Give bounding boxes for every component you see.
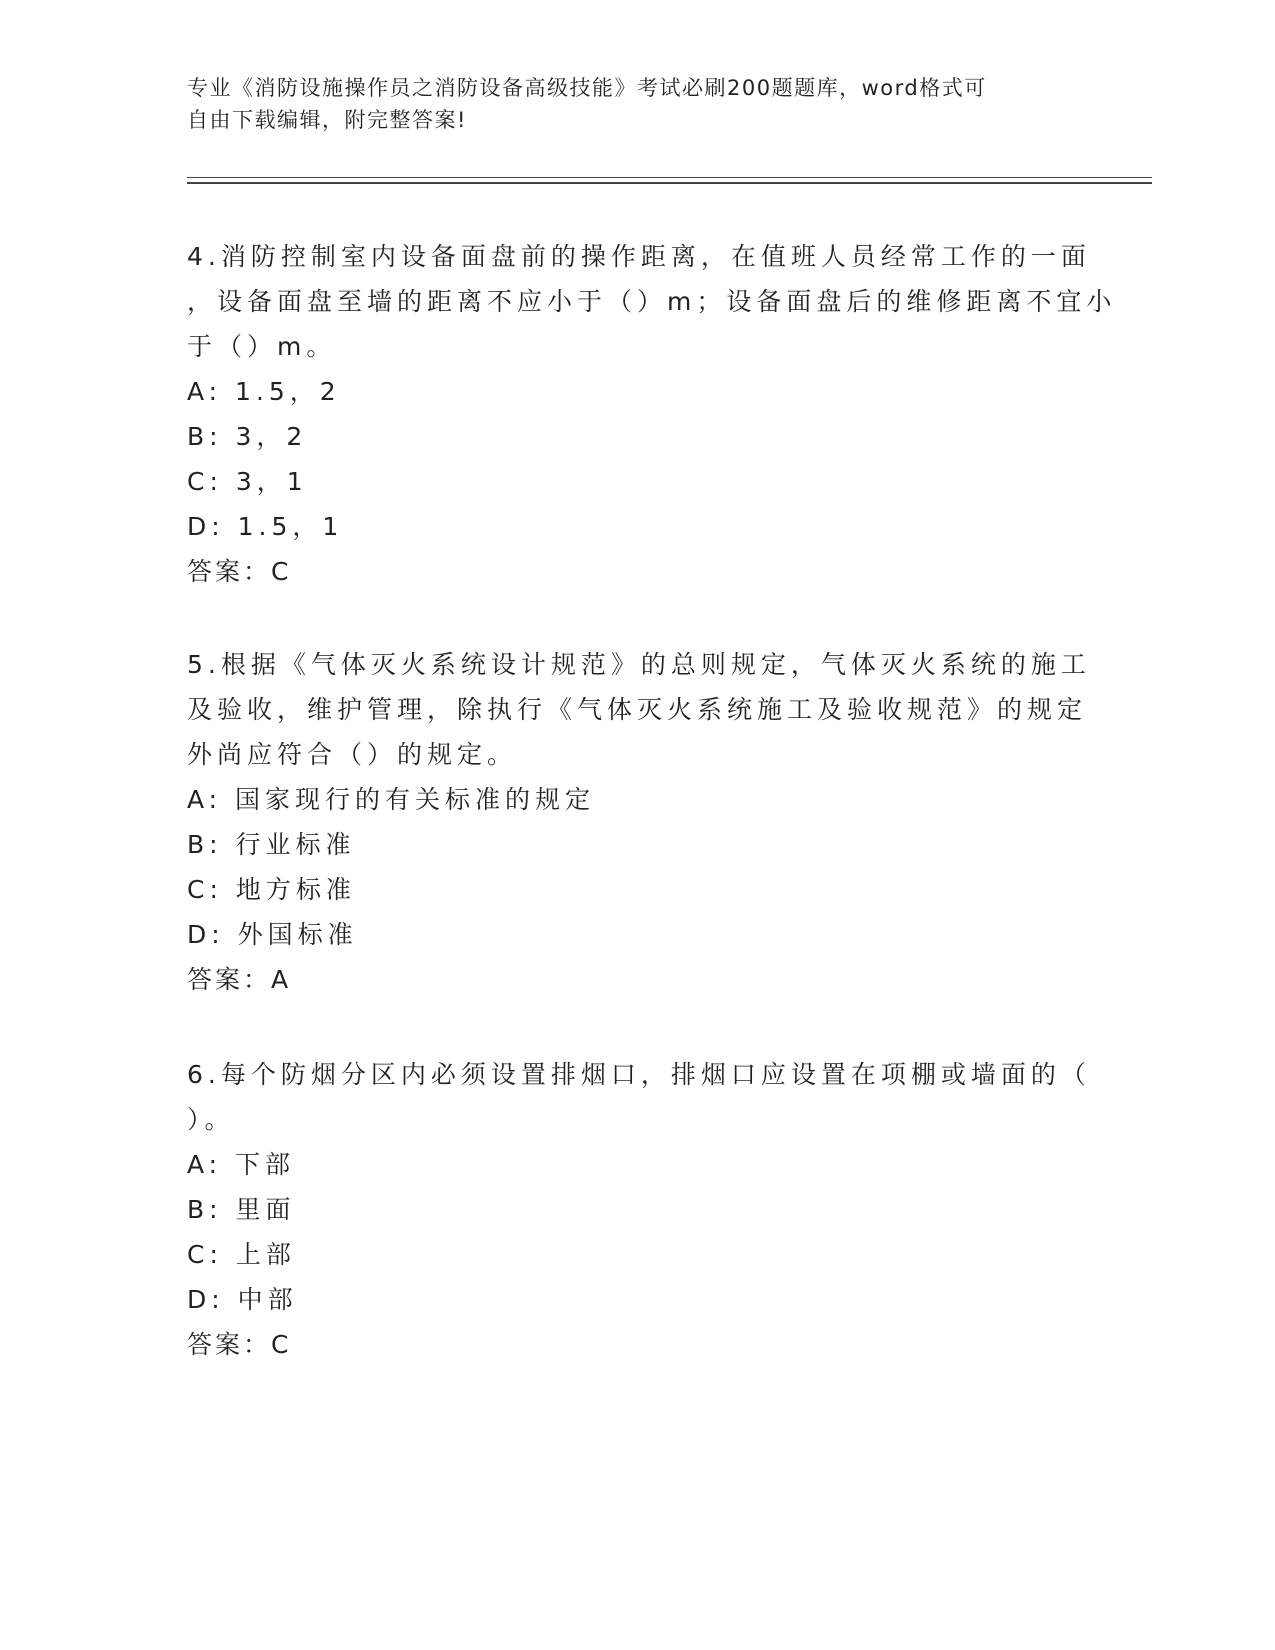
question-stem-line: 及验收，维护管理，除执行《气体灭火系统施工及验收规范》的规定 — [187, 695, 1088, 724]
question-stem-line: 4.消防控制室内设备面盘前的操作距离，在值班人员经常工作的一面 — [187, 242, 1091, 271]
answer: 答案：C — [187, 557, 292, 586]
header-divider-bottom — [187, 182, 1152, 184]
option-d: D: 1.5，1 — [187, 512, 344, 541]
option-c: C: 3，1 — [187, 467, 308, 496]
header-line-1: 专业《消防设施操作员之消防设备高级技能》考试必刷200题题库，word格式可 — [187, 76, 987, 100]
answer: 答案：A — [187, 965, 292, 994]
option-a: A: 国家现行的有关标准的规定 — [187, 785, 596, 814]
option-d: D: 外国标准 — [187, 920, 358, 949]
option-b: B: 里面 — [187, 1195, 296, 1224]
question-6 — [187, 1052, 1091, 1367]
header-divider-top — [187, 177, 1152, 178]
option-a: A: 下部 — [187, 1150, 296, 1179]
question-stem-line: 于（）m。 — [187, 332, 337, 361]
option-b: B: 3，2 — [187, 422, 308, 451]
question-5 — [187, 642, 1091, 1002]
option-d: D: 中部 — [187, 1285, 298, 1314]
option-a: A: 1.5，2 — [187, 377, 341, 406]
option-b: B: 行业标准 — [187, 830, 356, 859]
question-stem-line: 外尚应符合（）的规定。 — [187, 740, 518, 769]
question-stem-line: ，设备面盘至墙的距离不应小于（）m；设备面盘后的维修距离不宜小 — [187, 287, 1117, 316]
question-stem-line: 5.根据《气体灭火系统设计规范》的总则规定，气体灭火系统的施工 — [187, 650, 1091, 679]
header-line-2: 自由下载编辑，附完整答案! — [187, 108, 467, 132]
answer: 答案：C — [187, 1330, 292, 1359]
question-4 — [187, 234, 1117, 594]
question-stem-line: ）。 — [187, 1105, 235, 1134]
option-c: C: 地方标准 — [187, 875, 356, 904]
question-stem-line: 6.每个防烟分区内必须设置排烟口，排烟口应设置在项棚或墙面的（ — [187, 1060, 1091, 1089]
option-c: C: 上部 — [187, 1240, 296, 1269]
document-header — [187, 72, 1067, 136]
